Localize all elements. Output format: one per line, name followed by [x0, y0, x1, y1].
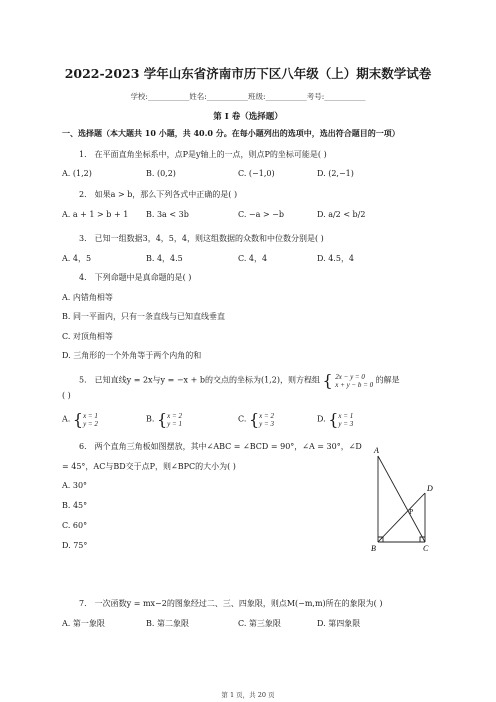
question-6-stem-line1: 6． 两个直角三角板如图摆放，其中∠ABC = ∠BCD = 90°，∠A = 30°，∠D: [79, 442, 362, 451]
q7-option-d: D. 第四象限: [317, 619, 361, 628]
q4-option-d: D. 三角形的一个外角等于两个内角的和: [62, 351, 202, 360]
q5-option-c: C. {x = 2 y = 3: [238, 410, 274, 429]
q5-system-brace: {: [322, 371, 333, 390]
q6-option-a: A. 30°: [62, 481, 88, 490]
q5-stem-part-b: 的解是: [375, 375, 400, 385]
question-7-stem: 7． 一次函数y = mx−2的图象经过二、三、四象限，则点M(−m,m)所在的象限为( ): [79, 599, 383, 608]
q3-option-c: C. 4，4: [238, 254, 268, 263]
q7-option-a: A. 第一象限: [62, 619, 105, 628]
q5-equation-system: [335, 373, 373, 389]
q3-option-b: B. 4，4.5: [146, 254, 183, 263]
q6-label-a: A: [374, 446, 379, 455]
q6-label-b: B: [371, 544, 376, 553]
question-2-stem: 2． 如果a > b，那么下列各式中正确的是( ): [79, 190, 238, 199]
q5-option-b: B. {x = 2 y = 1: [146, 410, 182, 429]
q5-system-top: 2x − y = 0: [335, 372, 365, 381]
page-title: 2022-2023 学年山东省济南市历下区八年级（上）期末数学试卷: [64, 66, 432, 81]
q4-option-b: B. 同一平面内，只有一条直线与已知直线垂直: [62, 312, 225, 321]
q3-option-d: D. 4.5，4: [317, 254, 355, 263]
q2-option-a: A. a + 1 > b + 1: [62, 210, 129, 219]
q5-option-d: D. {x = 1 y = 3: [317, 410, 354, 429]
q6-option-b: B. 45°: [62, 501, 88, 510]
q5-option-a: A. {x = 1 y = 2: [62, 410, 98, 429]
q5-stem-part-a: 5． 已知直线y = 2x与y = −x + b的交点的坐标为(1,2)，则方程组: [79, 375, 320, 385]
q3-option-a: A. 4，5: [62, 254, 92, 263]
q2-option-b: B. 3a < 3b: [146, 210, 189, 219]
question-4-stem: 4． 下列命题中是真命题的是( ): [79, 273, 192, 282]
part-heading: 一、选择题（本大题共 10 小题，共 40.0 分。在每小题列出的选项中，选出符合题目的一项）: [62, 128, 400, 138]
q7-option-b: B. 第二象限: [146, 619, 189, 628]
q6-label-c: C: [423, 544, 429, 553]
q2-option-c: C. −a > −b: [238, 210, 285, 219]
question-1-stem: 1． 在平面直角坐标系中，点P是y轴上的一点，则点P的坐标可能是( ): [79, 150, 327, 159]
student-info-line: 学校:___________姓名:___________班级:___________考号:___________: [130, 92, 366, 101]
q1-option-b: B. (0,2): [146, 169, 176, 178]
q1-option-d: D. (2,−1): [317, 169, 354, 178]
question-3-stem: 3． 已知一组数据3，4，5，4，则这组数据的众数和中位数分别是( ): [79, 234, 324, 243]
q6-option-d: D. 75°: [62, 541, 88, 550]
q7-option-c: C. 第三象限: [238, 619, 281, 628]
q6-label-p: P: [409, 507, 414, 516]
q1-option-a: A. (1,2): [62, 169, 92, 178]
q5-system-bottom: x + y − b = 0: [335, 380, 374, 389]
q6-triangle-figure: [368, 442, 438, 554]
question-6-stem-line2: = 45°，AC与BD交于点P，则∠BPC的大小为( ): [62, 462, 236, 471]
q6-option-c: C. 60°: [62, 521, 88, 530]
q6-label-d: D: [427, 484, 433, 493]
page-footer: 第 1 页，共 20 页: [221, 691, 275, 699]
q2-option-d: D. a/2 < b/2: [317, 210, 366, 219]
q5-paren: ( ): [62, 391, 71, 400]
q4-option-c: C. 对顶角相等: [62, 332, 113, 341]
question-5-stem: [79, 371, 400, 390]
q1-option-c: C. (−1,0): [238, 169, 275, 178]
section-heading: 第 I 卷（选择题）: [213, 112, 283, 122]
q4-option-a: A. 内错角相等: [62, 293, 113, 302]
